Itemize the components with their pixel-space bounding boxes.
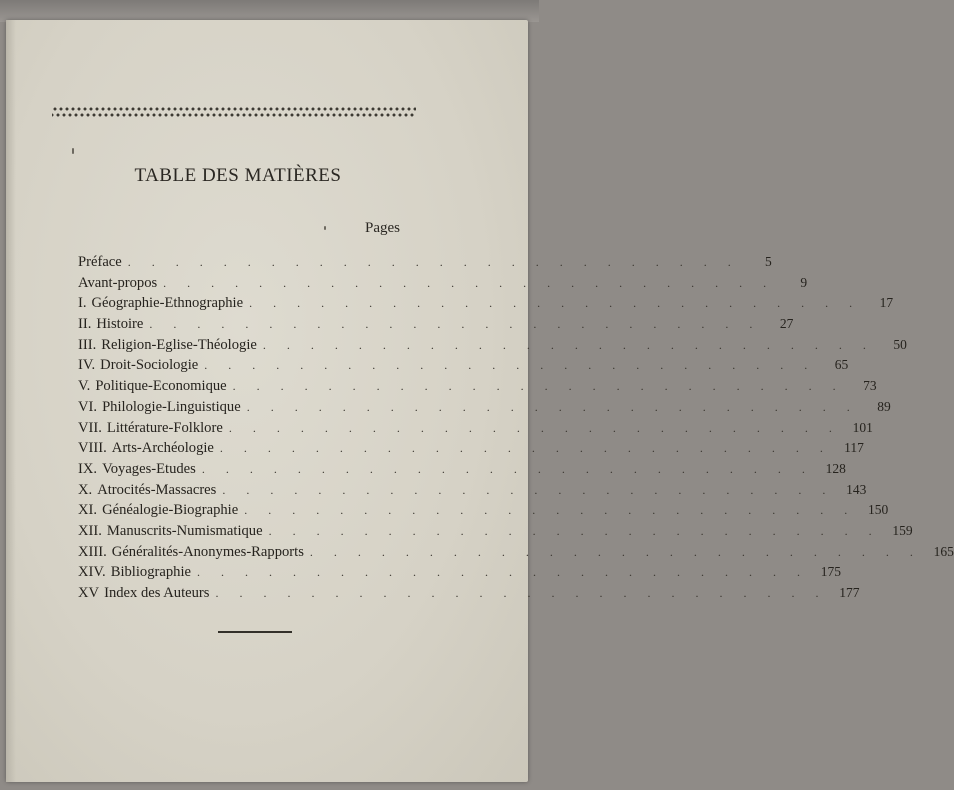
toc-entry-page-number: 150 <box>867 502 889 518</box>
dot-leader: . . . . . . . . . . . . . . . . . . . . . . . . . . <box>246 399 859 414</box>
toc-entry <box>78 585 860 606</box>
toc-entry <box>78 274 808 296</box>
toc-entry-title: Généalogie-Biographie <box>102 502 239 519</box>
toc-entry <box>78 440 864 461</box>
dot-leader: . . . . . . . . . . . . . . . . . . . . . . . . . . <box>309 544 922 559</box>
toc-entry <box>78 254 772 275</box>
toc-entry-number: VI. <box>78 398 98 415</box>
dot-leader: . . . . . . . . . . . . . . . . . . . . . . . . . . <box>196 565 809 580</box>
toc-entry-page-number: 27 <box>779 316 794 332</box>
toc-entry-number: XI. <box>78 502 98 519</box>
toc-entry-title: Littérature-Folklore <box>106 419 223 436</box>
toc-entry <box>78 522 913 544</box>
toc-entry <box>78 564 841 585</box>
dot-leader: . . . . . . . . . . . . . . . . . . . . . . . . . . <box>149 317 762 332</box>
toc-entry <box>78 502 889 523</box>
dot-leader: . . . . . . . . . . . . . . . . . . . . . . . . . . <box>127 255 740 269</box>
toc-entry-number: I. <box>78 295 87 312</box>
toc-entry-title: Histoire <box>96 316 144 333</box>
toc-entry-title: Index des Auteurs <box>104 585 210 601</box>
toc-entry-number: X. <box>78 481 93 498</box>
toc-entry <box>78 419 873 441</box>
toc-entry-page-number: 143 <box>846 481 867 497</box>
closing-rule <box>218 631 292 633</box>
toc-entry-number: II. <box>78 316 92 333</box>
toc-entry-title: Politique-Economique <box>95 378 227 395</box>
toc-entry-number: XII. <box>78 522 102 539</box>
toc-entry <box>78 460 846 482</box>
dot-leader: . . . . . . . . . . . . . . . . . . . . . . . . . . <box>219 441 832 456</box>
background-surface <box>0 0 539 22</box>
dot-leader: . . . . . . . . . . . . . . . . . . . . . . . . . . <box>262 337 875 352</box>
toc-entry <box>78 378 877 399</box>
toc-entry-page-number: 165 <box>933 543 954 559</box>
toc-entry-page-number: 128 <box>825 460 846 476</box>
toc-entry <box>78 316 794 337</box>
dot-leader: . . . . . . . . . . . . . . . . . . . . . . . . . . <box>204 358 817 373</box>
dot-leader: . . . . . . . . . . . . . . . . . . . . . . . . . . <box>268 523 881 538</box>
dot-leader: . . . . . . . . . . . . . . . . . . . . . . . . . . <box>244 503 857 518</box>
dot-leader: . . . . . . . . . . . . . . . . . . . . . . . . . . <box>215 586 828 600</box>
toc-entry-title: Bibliographie <box>110 564 191 581</box>
dot-leader: . . . . . . . . . . . . . . . . . . . . . . . . . . <box>163 275 776 290</box>
toc-entry-page-number: 73 <box>863 378 877 394</box>
page-title: TABLE DES MATIÈRES <box>134 165 342 186</box>
toc-entry-number: IV. <box>78 357 96 374</box>
toc-entry-title: Géographie-Ethnographie <box>91 295 244 312</box>
toc-entry-page-number: 9 <box>800 274 808 290</box>
toc-entry <box>78 357 849 378</box>
dot-leader: . . . . . . . . . . . . . . . . . . . . . . . . . . <box>249 296 862 311</box>
toc-entry-page-number: 177 <box>839 585 860 600</box>
toc-entry <box>78 398 891 420</box>
toc-entry-title: Préface <box>78 254 122 270</box>
page-shadow-edge <box>6 20 16 782</box>
decorative-border-ornament <box>52 106 416 118</box>
toc-entry-title: Philologie-Linguistique <box>102 398 241 415</box>
toc-entry-title: Manuscrits-Numismatique <box>106 522 263 539</box>
toc-entry-page-number: 65 <box>834 357 849 373</box>
toc-entry-title: Avant-propos <box>78 274 158 291</box>
pages-column-header: Pages <box>365 220 400 236</box>
book-page <box>6 20 954 782</box>
toc-entry-title: Généralités-Anonymes-Rapports <box>111 543 304 560</box>
toc-entry-title: Droit-Sociologie <box>100 357 199 374</box>
toc-entry-page-number: 159 <box>892 522 913 538</box>
dot-leader: . . . . . . . . . . . . . . . . . . . . . . . . . . <box>222 482 835 497</box>
toc-entry-number: VIII. <box>78 440 107 457</box>
dot-leader: . . . . . . . . . . . . . . . . . . . . . . . . . . <box>232 379 845 394</box>
toc-entry-number: XIII. <box>78 543 107 560</box>
toc-entry-title: Religion-Eglise-Théologie <box>101 336 257 353</box>
toc-entry-number: XIV. <box>78 564 106 581</box>
toc-entry-number: VII. <box>78 419 102 436</box>
toc-entry-page-number: 117 <box>844 440 864 456</box>
toc-entry <box>78 336 907 358</box>
toc-entry <box>78 295 894 316</box>
toc-entry-page-number: 5 <box>765 254 772 269</box>
toc-entry-title: Voyages-Etudes <box>102 460 196 477</box>
toc-entry-title: Atrocités-Massacres <box>97 481 217 498</box>
toc-entry-number: III. <box>78 336 97 353</box>
toc-entry <box>78 543 954 565</box>
toc-entry-number: V. <box>78 378 91 395</box>
toc-entry-page-number: 175 <box>820 564 841 580</box>
toc-entry-page-number: 50 <box>893 336 907 352</box>
toc-entry-number: IX. <box>78 460 98 477</box>
toc-entry-page-number: 89 <box>877 398 891 414</box>
toc-entry-number: XV <box>78 585 100 601</box>
dot-leader: . . . . . . . . . . . . . . . . . . . . . . . . . . <box>201 461 814 476</box>
toc-entry <box>78 481 867 503</box>
toc-entry-page-number: 17 <box>879 295 894 311</box>
paper-speck <box>72 148 74 154</box>
toc-entry-title: Arts-Archéologie <box>111 440 214 457</box>
toc-entry-page-number: 101 <box>852 419 873 435</box>
table-of-contents <box>78 254 954 606</box>
dot-leader: . . . . . . . . . . . . . . . . . . . . . . . . . . <box>228 420 841 435</box>
paper-speck <box>324 226 326 230</box>
